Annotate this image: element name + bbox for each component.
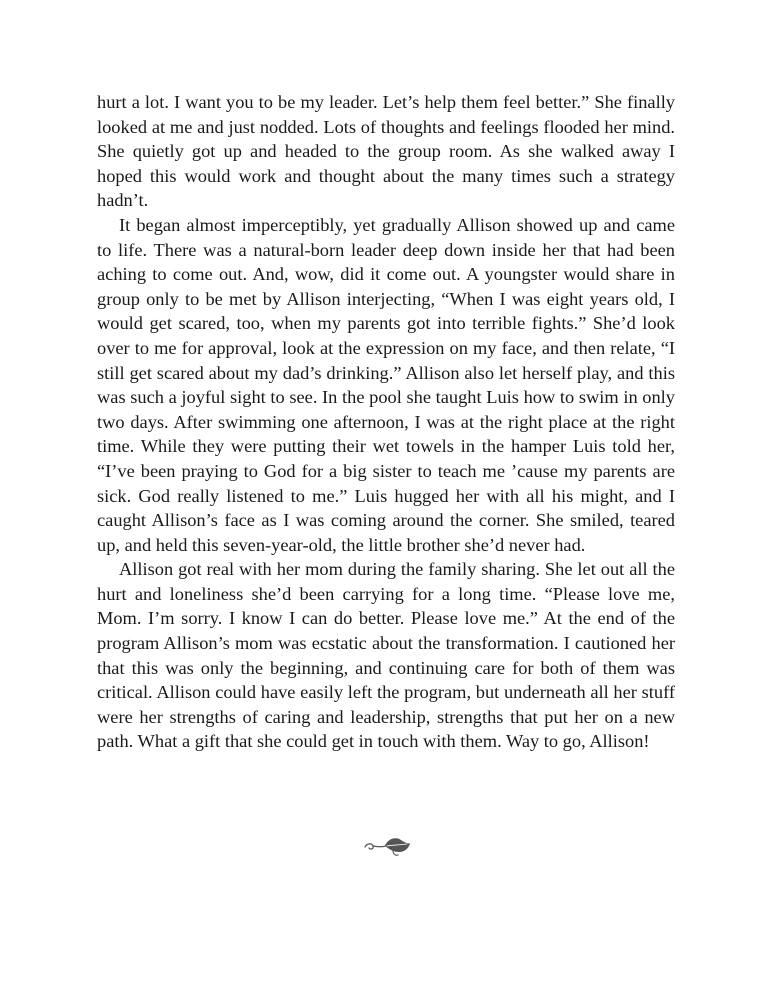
paragraph-allison-leader: It began almost imperceptibly, yet gradually Allison showed up and came to life. There was a natural-born leader deep down inside her that had been aching to come out. And, wow, did it come out. A youngster would share in group only to be met by Allison interjecting, “When I was eight years old, I would get scared, too, when my parents got into terrible fights.” She’d look over to me for approval, look at the expression on my face, and then relate, “I still get scared about my dad’s drinking.” Allison also let herself play, and this was such a joyful sight to see. In the pool she taught Luis how to swim in only two days. After swimming one afternoon, I was at the right place at the right time. While they were putting their wet towels in the hamper Luis told her, “I’ve been praying to God for a big sister to teach me ’cause my parents are sick. God really listened to me.” Luis hugged her with all his might, and I caught Allison’s face as I was coming around the corner. She smiled, teared up, and held this seven-year-old, the little brother she’d never had. — [97, 214, 675, 555]
leaf-flourish-icon — [363, 834, 411, 860]
page-body — [97, 90, 675, 754]
paragraph-family-sharing: Allison got real with her mom during the family sharing. She let out all the hurt and loneliness she’d been carrying for a long time. “Please love me, Mom. I’m sorry. I know I can do better. Please love me.” At the end of the program Allison’s mom was ecstatic about the transformation. I cautioned her that this was only the beginning, and continuing care for both of them was critical. Allison could have easily left the program, but underneath all her stuff were her strengths of caring and leadership, strengths that put her on a new path. What a gift that she could get in touch with them. Way to go, Allison! — [97, 559, 675, 752]
paragraph-continued: hurt a lot. I want you to be my leader. Let’s help them feel better.” She finally looked at me and just nodded. Lots of thoughts and feelings flooded her mind. She quietly got up and headed to the group room. As she walked away I hoped this would work and thought about the many times such a strategy hadn’t. — [97, 92, 675, 211]
